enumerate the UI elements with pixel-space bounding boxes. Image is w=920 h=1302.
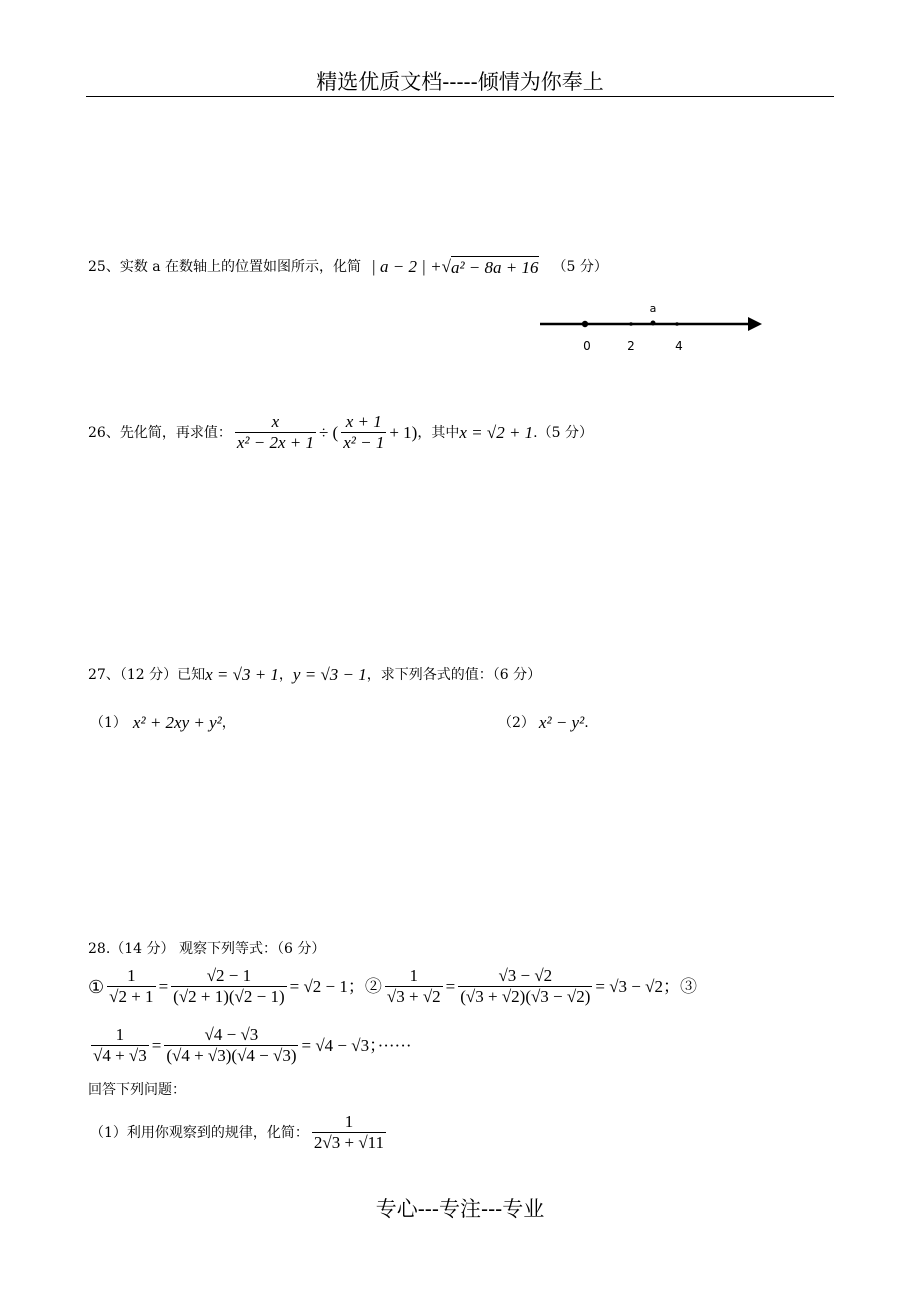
question-26 [88,412,593,453]
point-a-label: a [649,302,657,315]
q28-circle-1: ① [88,976,105,997]
q26-fraction-1-num: x [235,412,316,433]
q28-eq3-frac-2 [164,1025,298,1066]
tick-label-0: 0 [583,339,591,353]
page-header: 精选优质文档-----倾情为你奉上 [316,70,604,94]
q27-suffix: ，求下列各式的值：（6 分） [366,667,542,683]
point-a-dot [651,321,656,326]
q26-tail: + 1) [389,422,418,442]
q27-y-equation: y = √3 − 1 [292,665,367,684]
q28-eq1-frac-1-num: 1 [107,966,155,987]
tick-label-4: 4 [675,339,683,353]
q27-part-1-expr: x² + 2xy + y² [132,713,222,732]
q28-eq3-equals: = [151,1035,162,1055]
q28-eq2-equals: = [445,976,456,996]
q27-part-2-expr: x² − y² [538,713,585,732]
q28-equation-line-2 [88,1025,412,1066]
q28-eq2-frac-1-num: 1 [385,966,443,987]
q28-eq1-result: = √2 − 1 [289,976,348,996]
q27-part-2 [498,713,589,733]
q27-part-1 [90,713,236,733]
q27-x-equation: x = √3 + 1 [205,665,279,684]
q25-radicand: a² − 8a + 16 [450,258,539,277]
q28-eq3-frac-1 [91,1025,149,1066]
q26-points: .（5 分） [533,424,593,441]
q28-eq3-frac-2-num: √4 − √3 [164,1025,298,1046]
tick-4-dot [675,322,679,326]
q28-circle-2: ；② [347,976,382,996]
q26-fraction-2-num: x + 1 [341,412,386,433]
q28-answer-intro: 回答下列问题： [88,1082,186,1098]
q28-eq2-frac-2 [458,966,592,1007]
q28-eq1-frac-2-den: (√2 + 1)(√2 − 1) [173,987,285,1006]
q28-eq3-frac-1-num: 1 [91,1025,149,1046]
q28-eq1-equals: = [158,976,169,996]
q26-fraction-2 [341,412,386,453]
q26-fraction-2-den: x² − 1 [343,433,385,452]
tick-label-2: 2 [627,339,635,353]
q28-part-1-num: 1 [312,1112,386,1133]
q28-eq1-frac-1-den: √2 + 1 [109,987,154,1006]
q28-ellipsis: ；······ [369,1035,412,1055]
q26-divide: ÷ ( [318,422,339,442]
tick-2-dot [629,322,633,326]
q28-eq2-frac-2-den: (√3 + √2)(√3 − √2) [460,987,591,1006]
q28-eq2-frac-1 [385,966,443,1007]
q28-eq3-frac-2-den: (√4 + √3)(√4 − √3) [166,1046,297,1065]
q26-where: ，其中 [417,424,460,441]
question-25 [88,256,608,278]
question-27 [88,665,541,685]
q28-eq1-frac-1 [107,966,155,1007]
q28-equation-line-1 [88,966,697,1007]
q28-part-1-text: （1）利用你观察到的规律，化简： [90,1124,309,1141]
q26-prefix: 26、先化简，再求值： [88,424,232,441]
q28-eq3-result: = √4 − √3 [301,1035,370,1055]
q28-title: 28.（14 分） 观察下列等式：（6 分） [88,941,326,957]
q28-part-1 [90,1112,389,1153]
q28-eq2-frac-2-num: √3 − √2 [458,966,592,987]
q27-separator: ， [278,667,293,683]
q27-part-2-label: （2） [498,715,535,731]
q27-part-2-end: . [584,715,589,731]
q25-points: （5 分） [552,259,608,275]
q26-fraction-1 [235,412,316,453]
q26-condition: x = √2 + 1 [459,422,534,442]
tick-0-dot [582,321,588,327]
q28-part-1-fraction [312,1112,386,1153]
q25-text: 25、实数 a 在数轴上的位置如图所示，化简 [88,259,362,275]
q27-part-1-end: ， [221,715,236,731]
q28-eq1-frac-2-num: √2 − 1 [171,966,286,987]
q28-eq3-frac-1-den: √4 + √3 [93,1046,147,1065]
number-line [530,296,770,360]
q25-radical-sign: √ [441,257,451,276]
q28-circle-3: ；③ [662,976,697,996]
q28-eq2-frac-1-den: √3 + √2 [386,987,441,1006]
number-line-arrow [748,317,762,331]
q28-eq2-result: = √3 − √2 [595,976,663,996]
q28-part-1-den: 2√3 + √11 [313,1133,385,1152]
header-divider [86,96,834,97]
q26-fraction-1-den: x² − 2x + 1 [236,433,314,452]
page-footer: 专心---专注---专业 [375,1197,545,1221]
q27-prefix: 27、（12 分）已知 [88,667,206,683]
q25-abs-expr: | a − 2 | + [371,257,442,276]
q27-part-1-label: （1） [90,715,127,731]
q28-eq1-frac-2 [171,966,286,1007]
